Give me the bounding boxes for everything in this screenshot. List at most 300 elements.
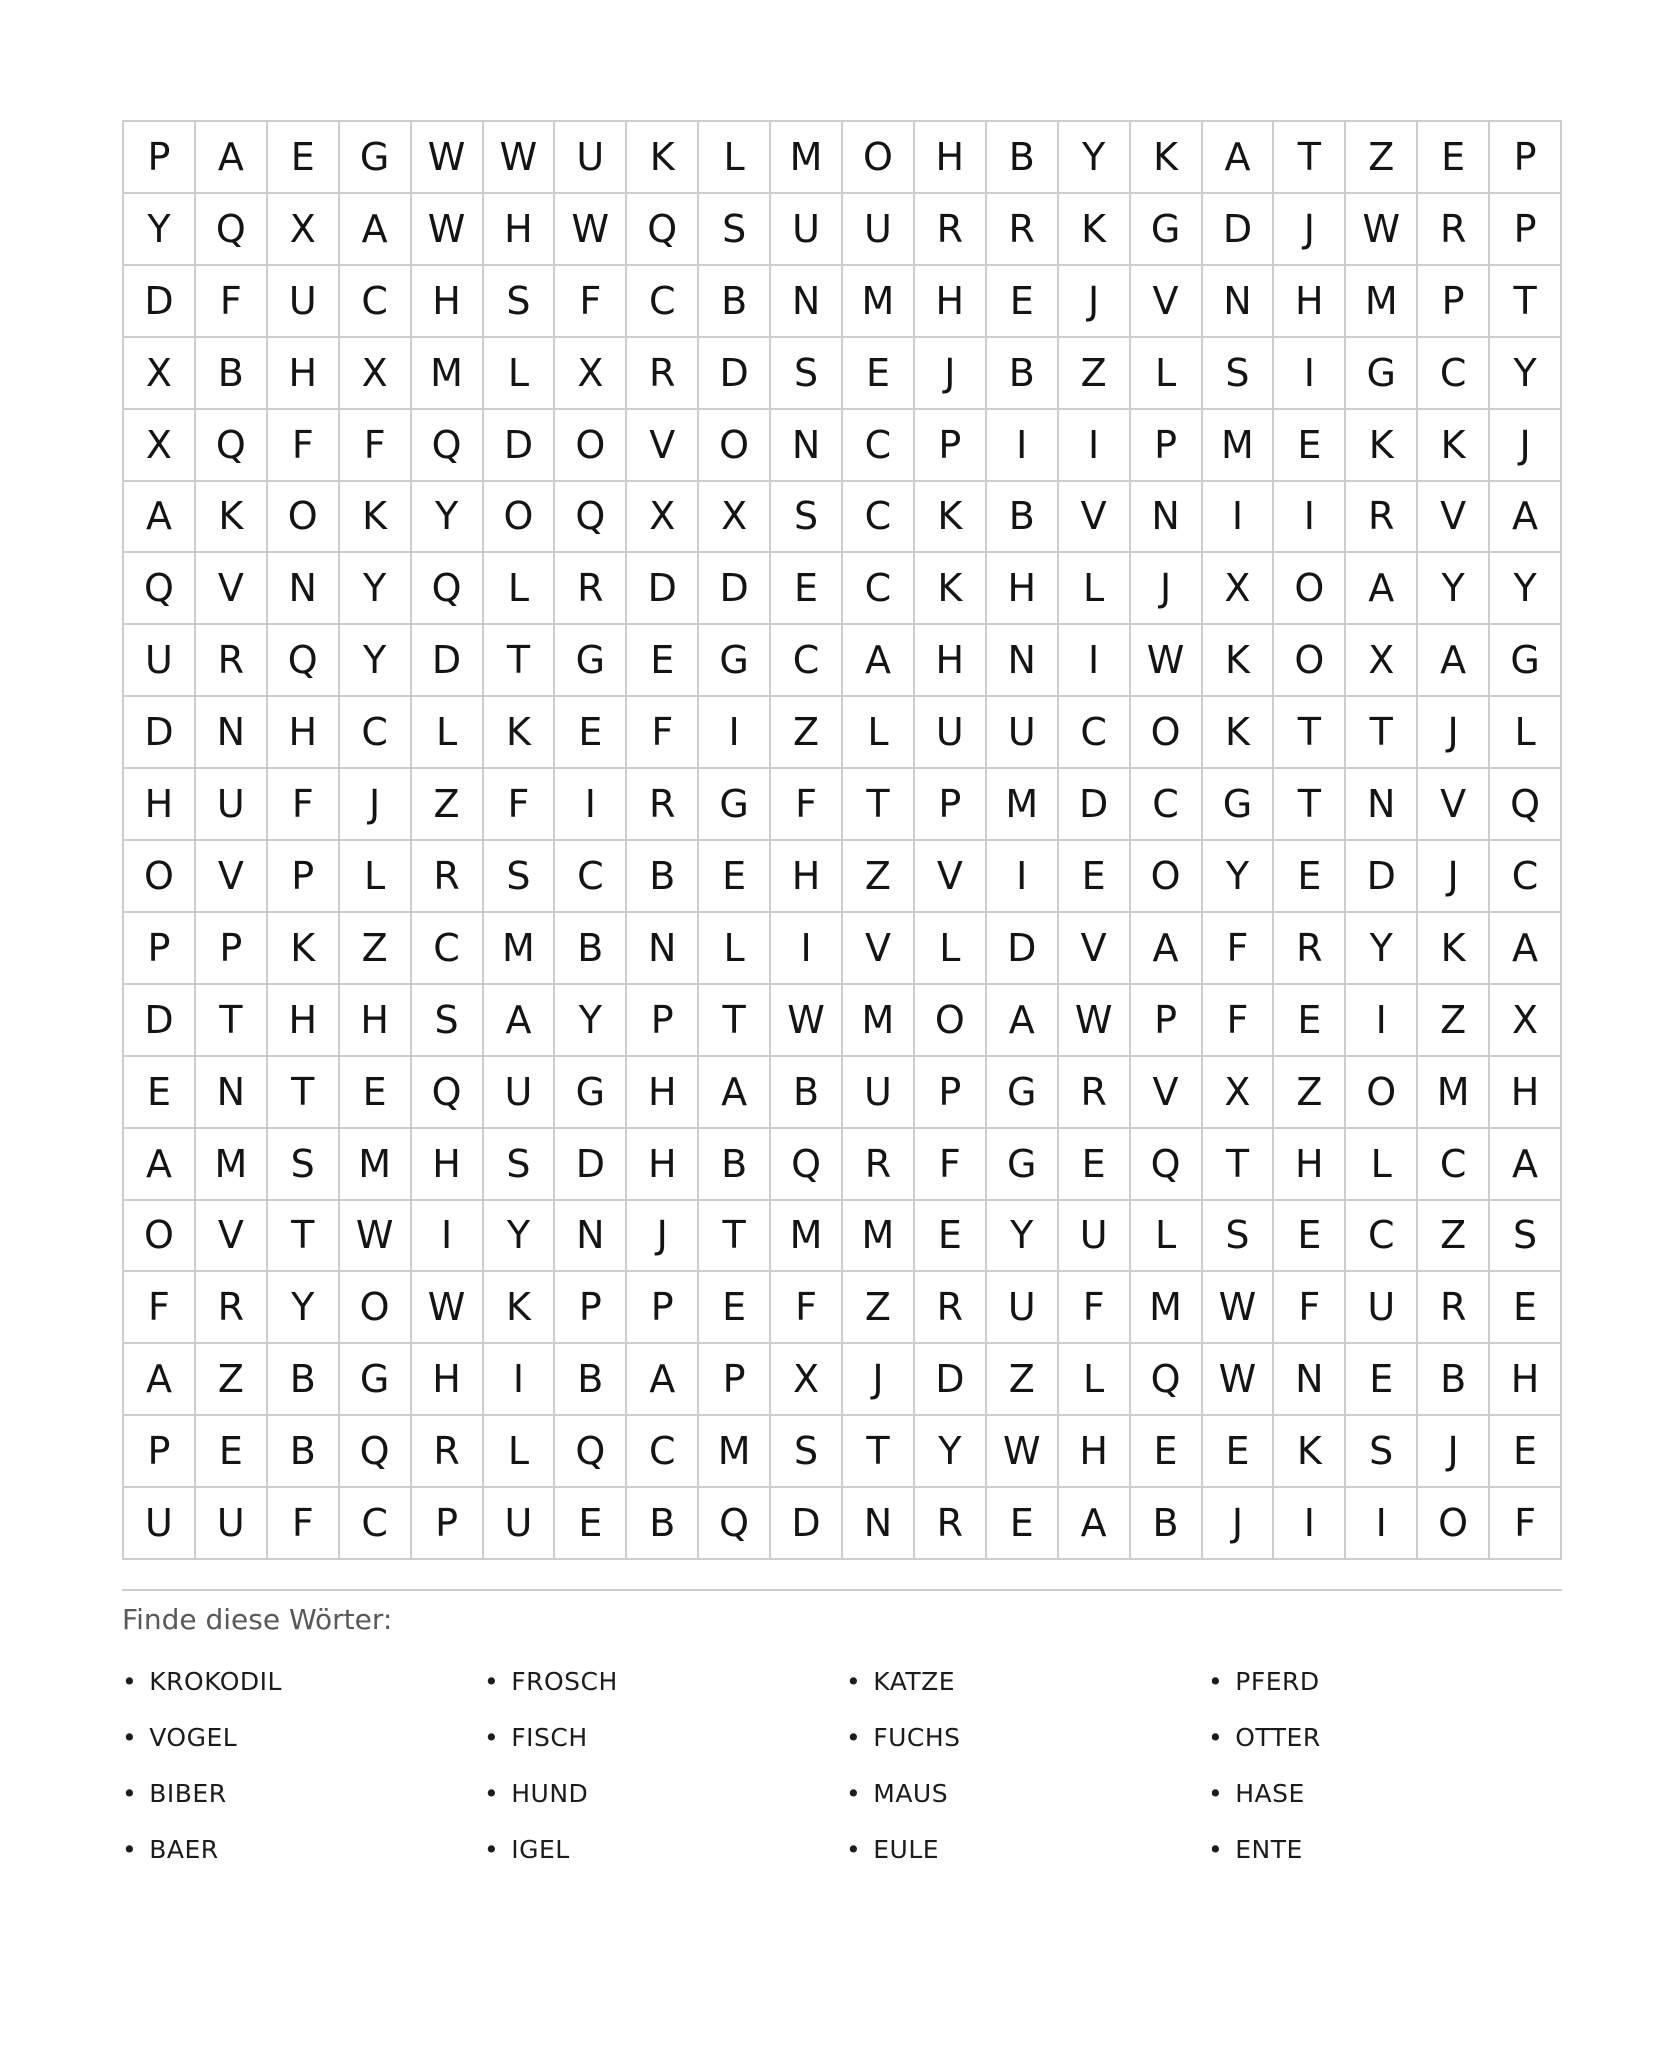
grid-cell[interactable]: H <box>340 985 410 1055</box>
grid-cell[interactable]: W <box>412 194 482 264</box>
grid-cell[interactable]: L <box>412 697 482 767</box>
grid-cell[interactable]: O <box>1274 553 1344 623</box>
grid-cell[interactable]: L <box>484 553 554 623</box>
grid-cell[interactable]: D <box>555 1129 625 1199</box>
grid-cell[interactable]: H <box>1059 1416 1129 1486</box>
grid-cell[interactable]: N <box>268 553 338 623</box>
grid-cell[interactable]: V <box>196 1201 266 1271</box>
grid-cell[interactable]: B <box>987 482 1057 552</box>
grid-cell[interactable]: I <box>1274 1488 1344 1558</box>
grid-cell[interactable]: P <box>124 122 194 192</box>
grid-cell[interactable]: K <box>1274 1416 1344 1486</box>
grid-cell[interactable]: S <box>1203 338 1273 408</box>
grid-cell[interactable]: N <box>196 1057 266 1127</box>
grid-cell[interactable]: Y <box>1418 553 1488 623</box>
grid-cell[interactable]: Z <box>340 913 410 983</box>
grid-cell[interactable]: C <box>771 625 841 695</box>
grid-cell[interactable]: E <box>915 1201 985 1271</box>
grid-cell[interactable]: C <box>627 1416 697 1486</box>
grid-cell[interactable]: M <box>340 1129 410 1199</box>
grid-cell[interactable]: Z <box>1274 1057 1344 1127</box>
grid-cell[interactable]: A <box>124 482 194 552</box>
grid-cell[interactable]: K <box>484 1272 554 1342</box>
grid-cell[interactable]: A <box>1131 913 1201 983</box>
grid-cell[interactable]: V <box>1418 769 1488 839</box>
grid-cell[interactable]: J <box>1418 1416 1488 1486</box>
grid-cell[interactable]: H <box>627 1129 697 1199</box>
grid-cell[interactable]: E <box>1274 1201 1344 1271</box>
grid-cell[interactable]: R <box>555 553 625 623</box>
grid-cell[interactable]: W <box>771 985 841 1055</box>
grid-cell[interactable]: Q <box>340 1416 410 1486</box>
grid-cell[interactable]: E <box>1490 1272 1560 1342</box>
grid-cell[interactable]: A <box>843 625 913 695</box>
grid-cell[interactable]: P <box>1418 266 1488 336</box>
grid-cell[interactable]: T <box>268 1057 338 1127</box>
grid-cell[interactable]: R <box>1418 194 1488 264</box>
grid-cell[interactable]: R <box>915 194 985 264</box>
grid-cell[interactable]: B <box>1418 1344 1488 1414</box>
grid-cell[interactable]: Y <box>124 194 194 264</box>
grid-cell[interactable]: E <box>1274 410 1344 480</box>
grid-cell[interactable]: P <box>699 1344 769 1414</box>
grid-cell[interactable]: D <box>699 553 769 623</box>
grid-cell[interactable]: G <box>1346 338 1416 408</box>
grid-cell[interactable]: W <box>1346 194 1416 264</box>
grid-cell[interactable]: R <box>987 194 1057 264</box>
grid-cell[interactable]: G <box>555 1057 625 1127</box>
grid-cell[interactable]: G <box>555 625 625 695</box>
grid-cell[interactable]: H <box>1274 1129 1344 1199</box>
grid-cell[interactable]: Q <box>555 1416 625 1486</box>
grid-cell[interactable]: U <box>124 1488 194 1558</box>
grid-cell[interactable]: B <box>987 122 1057 192</box>
grid-cell[interactable]: T <box>1203 1129 1273 1199</box>
grid-cell[interactable]: S <box>484 1129 554 1199</box>
grid-cell[interactable]: T <box>699 985 769 1055</box>
grid-cell[interactable]: R <box>915 1488 985 1558</box>
grid-cell[interactable]: M <box>484 913 554 983</box>
grid-cell[interactable]: C <box>1418 338 1488 408</box>
grid-cell[interactable]: K <box>196 482 266 552</box>
grid-cell[interactable]: C <box>1418 1129 1488 1199</box>
grid-cell[interactable]: K <box>1131 122 1201 192</box>
grid-cell[interactable]: Q <box>771 1129 841 1199</box>
grid-cell[interactable]: L <box>340 841 410 911</box>
grid-cell[interactable]: L <box>484 1416 554 1486</box>
grid-cell[interactable]: S <box>1203 1201 1273 1271</box>
grid-cell[interactable]: F <box>1490 1488 1560 1558</box>
grid-cell[interactable]: K <box>915 482 985 552</box>
grid-cell[interactable]: G <box>1131 194 1201 264</box>
grid-cell[interactable]: E <box>1274 841 1344 911</box>
grid-cell[interactable]: H <box>268 697 338 767</box>
grid-cell[interactable]: B <box>699 266 769 336</box>
grid-cell[interactable]: H <box>915 122 985 192</box>
grid-cell[interactable]: D <box>627 553 697 623</box>
grid-cell[interactable]: T <box>1346 697 1416 767</box>
grid-cell[interactable]: Q <box>412 410 482 480</box>
grid-cell[interactable]: K <box>627 122 697 192</box>
grid-cell[interactable]: V <box>1059 913 1129 983</box>
grid-cell[interactable]: Z <box>771 697 841 767</box>
grid-cell[interactable]: F <box>124 1272 194 1342</box>
grid-cell[interactable]: M <box>1346 266 1416 336</box>
grid-cell[interactable]: Y <box>412 482 482 552</box>
grid-cell[interactable]: E <box>1059 841 1129 911</box>
grid-cell[interactable]: O <box>484 482 554 552</box>
grid-cell[interactable]: K <box>915 553 985 623</box>
grid-cell[interactable]: F <box>268 1488 338 1558</box>
grid-cell[interactable]: L <box>1346 1129 1416 1199</box>
grid-cell[interactable]: U <box>484 1488 554 1558</box>
grid-cell[interactable]: T <box>1274 122 1344 192</box>
grid-cell[interactable]: Q <box>196 410 266 480</box>
grid-cell[interactable]: U <box>843 194 913 264</box>
grid-cell[interactable]: Y <box>340 553 410 623</box>
grid-cell[interactable]: H <box>1490 1344 1560 1414</box>
grid-cell[interactable]: I <box>1346 1488 1416 1558</box>
grid-cell[interactable]: X <box>771 1344 841 1414</box>
grid-cell[interactable]: X <box>699 482 769 552</box>
grid-cell[interactable]: R <box>627 338 697 408</box>
grid-cell[interactable]: X <box>1203 553 1273 623</box>
grid-cell[interactable]: Z <box>1346 122 1416 192</box>
grid-cell[interactable]: B <box>555 913 625 983</box>
grid-cell[interactable]: C <box>340 1488 410 1558</box>
grid-cell[interactable]: F <box>771 1272 841 1342</box>
grid-cell[interactable]: W <box>555 194 625 264</box>
grid-cell[interactable]: A <box>124 1129 194 1199</box>
grid-cell[interactable]: E <box>555 1488 625 1558</box>
grid-cell[interactable]: G <box>1203 769 1273 839</box>
grid-cell[interactable]: P <box>124 1416 194 1486</box>
grid-cell[interactable]: O <box>124 841 194 911</box>
grid-cell[interactable]: V <box>1418 482 1488 552</box>
grid-cell[interactable]: M <box>771 1201 841 1271</box>
grid-cell[interactable]: D <box>987 913 1057 983</box>
grid-cell[interactable]: S <box>412 985 482 1055</box>
grid-cell[interactable]: C <box>843 410 913 480</box>
grid-cell[interactable]: F <box>771 769 841 839</box>
grid-cell[interactable]: M <box>843 1201 913 1271</box>
grid-cell[interactable]: J <box>1418 841 1488 911</box>
grid-cell[interactable]: G <box>340 122 410 192</box>
grid-cell[interactable]: A <box>627 1344 697 1414</box>
grid-cell[interactable]: Z <box>843 841 913 911</box>
grid-cell[interactable]: B <box>699 1129 769 1199</box>
grid-cell[interactable]: I <box>555 769 625 839</box>
grid-cell[interactable]: C <box>555 841 625 911</box>
grid-cell[interactable]: X <box>124 338 194 408</box>
grid-cell[interactable]: R <box>196 625 266 695</box>
grid-cell[interactable]: P <box>1131 985 1201 1055</box>
grid-cell[interactable]: O <box>124 1201 194 1271</box>
grid-cell[interactable]: C <box>340 266 410 336</box>
grid-cell[interactable]: C <box>843 482 913 552</box>
grid-cell[interactable]: G <box>699 769 769 839</box>
grid-cell[interactable]: F <box>555 266 625 336</box>
grid-cell[interactable]: P <box>268 841 338 911</box>
grid-cell[interactable]: P <box>915 769 985 839</box>
grid-cell[interactable]: N <box>843 1488 913 1558</box>
grid-cell[interactable]: W <box>987 1416 1057 1486</box>
grid-cell[interactable]: R <box>843 1129 913 1199</box>
grid-cell[interactable]: I <box>412 1201 482 1271</box>
grid-cell[interactable]: A <box>124 1344 194 1414</box>
grid-cell[interactable]: E <box>555 697 625 767</box>
grid-cell[interactable]: C <box>843 553 913 623</box>
grid-cell[interactable]: N <box>1346 769 1416 839</box>
grid-cell[interactable]: Y <box>1203 841 1273 911</box>
grid-cell[interactable]: D <box>1346 841 1416 911</box>
grid-cell[interactable]: K <box>1418 913 1488 983</box>
grid-cell[interactable]: N <box>196 697 266 767</box>
grid-cell[interactable]: N <box>1131 482 1201 552</box>
grid-cell[interactable]: T <box>484 625 554 695</box>
grid-cell[interactable]: P <box>1131 410 1201 480</box>
grid-cell[interactable]: H <box>484 194 554 264</box>
grid-cell[interactable]: B <box>268 1344 338 1414</box>
grid-cell[interactable]: S <box>771 1416 841 1486</box>
grid-cell[interactable]: T <box>699 1201 769 1271</box>
grid-cell[interactable]: M <box>1418 1057 1488 1127</box>
grid-cell[interactable]: S <box>771 482 841 552</box>
grid-cell[interactable]: S <box>484 266 554 336</box>
grid-cell[interactable]: L <box>699 122 769 192</box>
grid-cell[interactable]: Q <box>555 482 625 552</box>
grid-cell[interactable]: Z <box>843 1272 913 1342</box>
grid-cell[interactable]: T <box>1274 769 1344 839</box>
grid-cell[interactable]: L <box>1059 553 1129 623</box>
grid-cell[interactable]: E <box>124 1057 194 1127</box>
grid-cell[interactable]: A <box>340 194 410 264</box>
grid-cell[interactable]: G <box>1490 625 1560 695</box>
grid-cell[interactable]: K <box>1203 625 1273 695</box>
grid-cell[interactable]: T <box>196 985 266 1055</box>
grid-cell[interactable]: O <box>268 482 338 552</box>
grid-cell[interactable]: H <box>268 338 338 408</box>
grid-cell[interactable]: T <box>843 1416 913 1486</box>
grid-cell[interactable]: F <box>340 410 410 480</box>
grid-cell[interactable]: H <box>987 553 1057 623</box>
grid-cell[interactable]: U <box>843 1057 913 1127</box>
grid-cell[interactable]: N <box>1274 1344 1344 1414</box>
grid-cell[interactable]: Q <box>412 553 482 623</box>
grid-cell[interactable]: E <box>196 1416 266 1486</box>
grid-cell[interactable]: I <box>1059 625 1129 695</box>
grid-cell[interactable]: R <box>1274 913 1344 983</box>
grid-cell[interactable]: D <box>699 338 769 408</box>
grid-cell[interactable]: J <box>1131 553 1201 623</box>
grid-cell[interactable]: Z <box>1418 985 1488 1055</box>
grid-cell[interactable]: J <box>1274 194 1344 264</box>
grid-cell[interactable]: G <box>699 625 769 695</box>
grid-cell[interactable]: E <box>1059 1129 1129 1199</box>
grid-cell[interactable]: F <box>1059 1272 1129 1342</box>
grid-cell[interactable]: F <box>1274 1272 1344 1342</box>
grid-cell[interactable]: A <box>1418 625 1488 695</box>
grid-cell[interactable]: A <box>196 122 266 192</box>
grid-cell[interactable]: A <box>699 1057 769 1127</box>
grid-cell[interactable]: E <box>1203 1416 1273 1486</box>
grid-cell[interactable]: H <box>124 769 194 839</box>
grid-cell[interactable]: V <box>196 841 266 911</box>
grid-cell[interactable]: H <box>412 1129 482 1199</box>
grid-cell[interactable]: K <box>1346 410 1416 480</box>
grid-cell[interactable]: U <box>1059 1201 1129 1271</box>
grid-cell[interactable]: S <box>1346 1416 1416 1486</box>
grid-cell[interactable]: H <box>412 1344 482 1414</box>
grid-cell[interactable]: P <box>1490 194 1560 264</box>
grid-cell[interactable]: G <box>987 1129 1057 1199</box>
grid-cell[interactable]: F <box>196 266 266 336</box>
grid-cell[interactable]: P <box>124 913 194 983</box>
grid-cell[interactable]: L <box>1131 338 1201 408</box>
grid-cell[interactable]: E <box>699 841 769 911</box>
grid-cell[interactable]: A <box>1203 122 1273 192</box>
grid-cell[interactable]: P <box>196 913 266 983</box>
grid-cell[interactable]: M <box>843 266 913 336</box>
grid-cell[interactable]: P <box>627 985 697 1055</box>
grid-cell[interactable]: D <box>484 410 554 480</box>
grid-cell[interactable]: X <box>124 410 194 480</box>
grid-cell[interactable]: I <box>987 410 1057 480</box>
grid-cell[interactable]: H <box>915 625 985 695</box>
grid-cell[interactable]: N <box>627 913 697 983</box>
grid-cell[interactable]: S <box>484 841 554 911</box>
grid-cell[interactable]: N <box>987 625 1057 695</box>
grid-cell[interactable]: K <box>1059 194 1129 264</box>
grid-cell[interactable]: M <box>1203 410 1273 480</box>
grid-cell[interactable]: V <box>196 553 266 623</box>
grid-cell[interactable]: R <box>412 1416 482 1486</box>
grid-cell[interactable]: C <box>1131 769 1201 839</box>
grid-cell[interactable]: Y <box>1346 913 1416 983</box>
grid-cell[interactable]: I <box>699 697 769 767</box>
grid-cell[interactable]: F <box>627 697 697 767</box>
grid-cell[interactable]: O <box>555 410 625 480</box>
grid-cell[interactable]: J <box>843 1344 913 1414</box>
grid-cell[interactable]: A <box>484 985 554 1055</box>
grid-cell[interactable]: R <box>196 1272 266 1342</box>
grid-cell[interactable]: A <box>987 985 1057 1055</box>
grid-cell[interactable]: D <box>1203 194 1273 264</box>
grid-cell[interactable]: I <box>1274 338 1344 408</box>
grid-cell[interactable]: G <box>987 1057 1057 1127</box>
grid-cell[interactable]: F <box>1203 913 1273 983</box>
grid-cell[interactable]: D <box>124 697 194 767</box>
grid-cell[interactable]: Z <box>412 769 482 839</box>
grid-cell[interactable]: E <box>1490 1416 1560 1486</box>
grid-cell[interactable]: A <box>1490 1129 1560 1199</box>
grid-cell[interactable]: U <box>196 1488 266 1558</box>
grid-cell[interactable]: J <box>1203 1488 1273 1558</box>
grid-cell[interactable]: D <box>124 266 194 336</box>
grid-cell[interactable]: Y <box>915 1416 985 1486</box>
grid-cell[interactable]: M <box>843 985 913 1055</box>
grid-cell[interactable]: P <box>555 1272 625 1342</box>
grid-cell[interactable]: B <box>771 1057 841 1127</box>
grid-cell[interactable]: P <box>915 1057 985 1127</box>
grid-cell[interactable]: G <box>340 1344 410 1414</box>
grid-cell[interactable]: M <box>699 1416 769 1486</box>
grid-cell[interactable]: Y <box>1490 338 1560 408</box>
grid-cell[interactable]: B <box>987 338 1057 408</box>
grid-cell[interactable]: O <box>843 122 913 192</box>
grid-cell[interactable]: L <box>1490 697 1560 767</box>
grid-cell[interactable]: E <box>1346 1344 1416 1414</box>
grid-cell[interactable]: U <box>555 122 625 192</box>
grid-cell[interactable]: S <box>699 194 769 264</box>
grid-cell[interactable]: K <box>484 697 554 767</box>
grid-cell[interactable]: E <box>340 1057 410 1127</box>
grid-cell[interactable]: J <box>340 769 410 839</box>
grid-cell[interactable]: V <box>843 913 913 983</box>
grid-cell[interactable]: C <box>340 697 410 767</box>
grid-cell[interactable]: W <box>412 1272 482 1342</box>
grid-cell[interactable]: H <box>412 266 482 336</box>
grid-cell[interactable]: X <box>1203 1057 1273 1127</box>
grid-cell[interactable]: U <box>1346 1272 1416 1342</box>
grid-cell[interactable]: Y <box>987 1201 1057 1271</box>
grid-cell[interactable]: R <box>627 769 697 839</box>
grid-cell[interactable]: Q <box>627 194 697 264</box>
grid-cell[interactable]: O <box>1346 1057 1416 1127</box>
grid-cell[interactable]: I <box>484 1344 554 1414</box>
grid-cell[interactable]: Q <box>1131 1344 1201 1414</box>
grid-cell[interactable]: W <box>484 122 554 192</box>
grid-cell[interactable]: F <box>268 769 338 839</box>
grid-cell[interactable]: Q <box>1131 1129 1201 1199</box>
grid-cell[interactable]: B <box>555 1344 625 1414</box>
grid-cell[interactable]: J <box>1490 410 1560 480</box>
grid-cell[interactable]: E <box>1418 122 1488 192</box>
grid-cell[interactable]: Q <box>699 1488 769 1558</box>
grid-cell[interactable]: Q <box>124 553 194 623</box>
grid-cell[interactable]: X <box>627 482 697 552</box>
grid-cell[interactable]: H <box>915 266 985 336</box>
grid-cell[interactable]: R <box>1346 482 1416 552</box>
grid-cell[interactable]: U <box>196 769 266 839</box>
grid-cell[interactable]: N <box>771 410 841 480</box>
grid-cell[interactable]: F <box>484 769 554 839</box>
grid-cell[interactable]: R <box>1418 1272 1488 1342</box>
grid-cell[interactable]: B <box>268 1416 338 1486</box>
grid-cell[interactable]: U <box>484 1057 554 1127</box>
grid-cell[interactable]: K <box>340 482 410 552</box>
grid-cell[interactable]: B <box>1131 1488 1201 1558</box>
grid-cell[interactable]: Z <box>196 1344 266 1414</box>
grid-cell[interactable]: L <box>1059 1344 1129 1414</box>
grid-cell[interactable]: T <box>268 1201 338 1271</box>
grid-cell[interactable]: V <box>1059 482 1129 552</box>
grid-cell[interactable]: P <box>1490 122 1560 192</box>
grid-cell[interactable]: K <box>268 913 338 983</box>
grid-cell[interactable]: I <box>1346 985 1416 1055</box>
grid-cell[interactable]: X <box>268 194 338 264</box>
grid-cell[interactable]: S <box>268 1129 338 1199</box>
grid-cell[interactable]: N <box>771 266 841 336</box>
grid-cell[interactable]: U <box>268 266 338 336</box>
grid-cell[interactable]: J <box>627 1201 697 1271</box>
grid-cell[interactable]: D <box>1059 769 1129 839</box>
grid-cell[interactable]: O <box>1131 841 1201 911</box>
grid-cell[interactable]: I <box>1274 482 1344 552</box>
grid-cell[interactable]: O <box>340 1272 410 1342</box>
grid-cell[interactable]: K <box>1418 410 1488 480</box>
grid-cell[interactable]: J <box>915 338 985 408</box>
